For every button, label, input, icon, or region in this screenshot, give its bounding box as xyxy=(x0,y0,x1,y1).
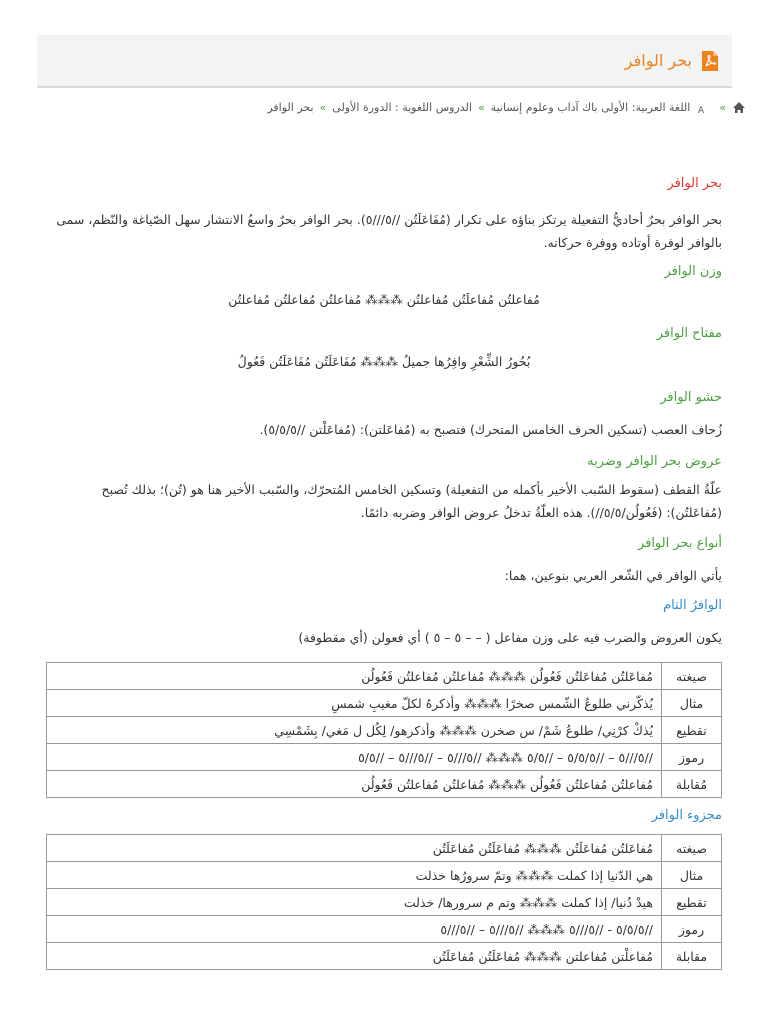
types-paragraph: يأتي الوافر في الشّعر العربي بنوعين، هما: xyxy=(504,568,722,583)
table-row xyxy=(47,943,722,970)
breadcrumb-item[interactable]: اللغة العربية: الأولى باك آداب وعلوم إنسانية xyxy=(490,100,691,114)
article-content xyxy=(46,170,722,970)
table-row xyxy=(47,717,722,744)
table-row-value: مُفاعَلتُن مُفاعَلَتُن ⁂⁂⁂ مُفاعَلَتُن مُفاعَلَتُن xyxy=(47,835,662,862)
arud-paragraph: علّةُ القطف (سقوط السّبب الأخير بأكمله من التفعيلة) وتسكين الخامس المُتحرّك، والسّبب الأخير هنا هو (تُن)؛ بذلك تُصبح (مُفاعَلتُن): (فَعُولُن/٥/٥//). هذه العلّةُ تدخلُ عروض الوافر وضربه دائمًا. xyxy=(101,482,722,520)
table-row xyxy=(47,835,722,862)
table-row xyxy=(47,889,722,916)
hashw-heading: حشو الوافر xyxy=(660,390,722,405)
table-row xyxy=(47,916,722,943)
table-row-value: //٥///٥ – //٥/٥/٥ – //٥/٥ ⁂⁂⁂ //٥///٥ – //٥///٥ – //٥/٥ xyxy=(47,744,662,771)
table-row-label: رموز xyxy=(662,916,722,943)
table-row-value: هي الدّنيا إذا كملت ⁂⁂⁂ وتمّ سرورُها خذلت xyxy=(47,862,662,889)
table-row-label: رموز xyxy=(662,744,722,771)
table-row-value: يُذكّرني طلوعُ الشّمس صخرًا ⁂⁂⁂ وأذكرهُ لكلّ مغيبِ شمسِ xyxy=(47,690,662,717)
table-row-label: تقطيع xyxy=(662,717,722,744)
weight-verse: مُفاعلتُن مُفاعلَتُن مُفاعلتُن ⁂⁂⁂ مُفاعلتُن مُفاعلتُن مُفاعلتُن xyxy=(228,292,540,307)
table-row-label: تقطيع xyxy=(662,889,722,916)
breadcrumb-item-current: بحر الوافر xyxy=(267,100,314,114)
translate-icon[interactable] xyxy=(696,100,713,114)
full-wafir-table xyxy=(46,662,722,798)
full-wafir-paragraph: يكون العروض والضرب فيه على وزن مفاعل ( – – ٥ – ٥ ) أي فعولن (أي مقطوفة) xyxy=(298,630,722,645)
breadcrumb-separator: » xyxy=(719,100,726,114)
table-row-label: صيغته xyxy=(662,663,722,690)
table-row-value: يُذكْ كرْنِي/ طلوعُ شَمْ/ س صخرن ⁂⁂⁂ وأذكرهو/ لِكُل ل مَغي/ بِشَمْسِي xyxy=(47,717,662,744)
home-icon[interactable] xyxy=(732,101,746,114)
breadcrumb-item[interactable]: الدروس اللغوية : الدورة الأولى xyxy=(332,100,472,114)
key-verse: بُحُورُ الشِّعْرِ وافِرُها جميلُ ⁂⁂⁂ مُفَاعَلَتُن مُفَاعَلَتُن فَعُولُ xyxy=(237,354,531,369)
breadcrumb-separator: » xyxy=(319,100,327,114)
key-heading: مفتاح الوافر xyxy=(656,326,722,341)
table-row xyxy=(47,663,722,690)
intro-paragraph: بحر الوافر بحرٌ أحاديُّ التفعيلة يرتكز بناؤه على تكرار (مُفَاعَلَتُن //٥///٥). بحر الوافر بحرٌ واسعُ الانتشار سهل الصّياغة والنّظم، سمى بالوافر لوفرة أوتاده ووفرة حركاته. xyxy=(56,212,722,250)
partial-wafir-heading: مجزوء الوافر xyxy=(651,808,722,823)
table-row-value: هيدْ دُنيا/ إذا كملت ⁂⁂⁂ وتم م سرورها/ خذلت xyxy=(47,889,662,916)
table-row xyxy=(47,862,722,889)
partial-wafir-table xyxy=(46,834,722,970)
weight-heading: وزن الوافر xyxy=(664,264,722,279)
table-row-label: مثال xyxy=(662,690,722,717)
table-row-value: مُفاعَلتُن مُفاعَلتُن فَعُولُن ⁂⁂⁂ مُفاعلتُن مُفاعلتُن فَعُولُن xyxy=(47,663,662,690)
page-title-bar xyxy=(37,35,732,88)
table-row-label: مثال xyxy=(662,862,722,889)
types-heading: أنواع بحر الوافر xyxy=(637,536,722,551)
table-row xyxy=(47,744,722,771)
pdf-icon[interactable] xyxy=(700,50,720,72)
table-row xyxy=(47,771,722,798)
full-wafir-heading: الوافرُ التام xyxy=(663,598,722,613)
svg-text:A: A xyxy=(698,106,705,114)
table-row xyxy=(47,690,722,717)
page-title: بحر الوافر xyxy=(624,51,692,70)
article-heading: بحر الوافر xyxy=(667,176,722,191)
arud-heading: عروض بحر الوافر وضربه xyxy=(587,454,722,469)
table-row-value: //٥/٥/٥ - //٥///٥ ⁂⁂⁂ //٥///٥ – //٥///٥ xyxy=(47,916,662,943)
table-row-value: مُفاعلتُن مُفاعلتُن فَعُولُن ⁂⁂⁂ مُفاعلتُن مُفاعلتُن فَعُولُن xyxy=(47,771,662,798)
table-row-value: مُفاعلْتن مُفاعلتن ⁂⁂⁂ مُفاعَلَتُن مُفاعَلَتُن xyxy=(47,943,662,970)
table-row-label: صيغته xyxy=(662,835,722,862)
breadcrumb-separator: » xyxy=(477,100,485,114)
table-row-label: مُقابلة xyxy=(662,771,722,798)
hashw-paragraph: زُحاف العصب (تسكين الحرف الخامس المتحرك) فتصبح به (مُفاعَلتن): (مُفاعَلْتن //٥/٥/٥). xyxy=(259,422,722,437)
breadcrumb xyxy=(46,96,746,118)
table-row-label: مقابلة xyxy=(662,943,722,970)
